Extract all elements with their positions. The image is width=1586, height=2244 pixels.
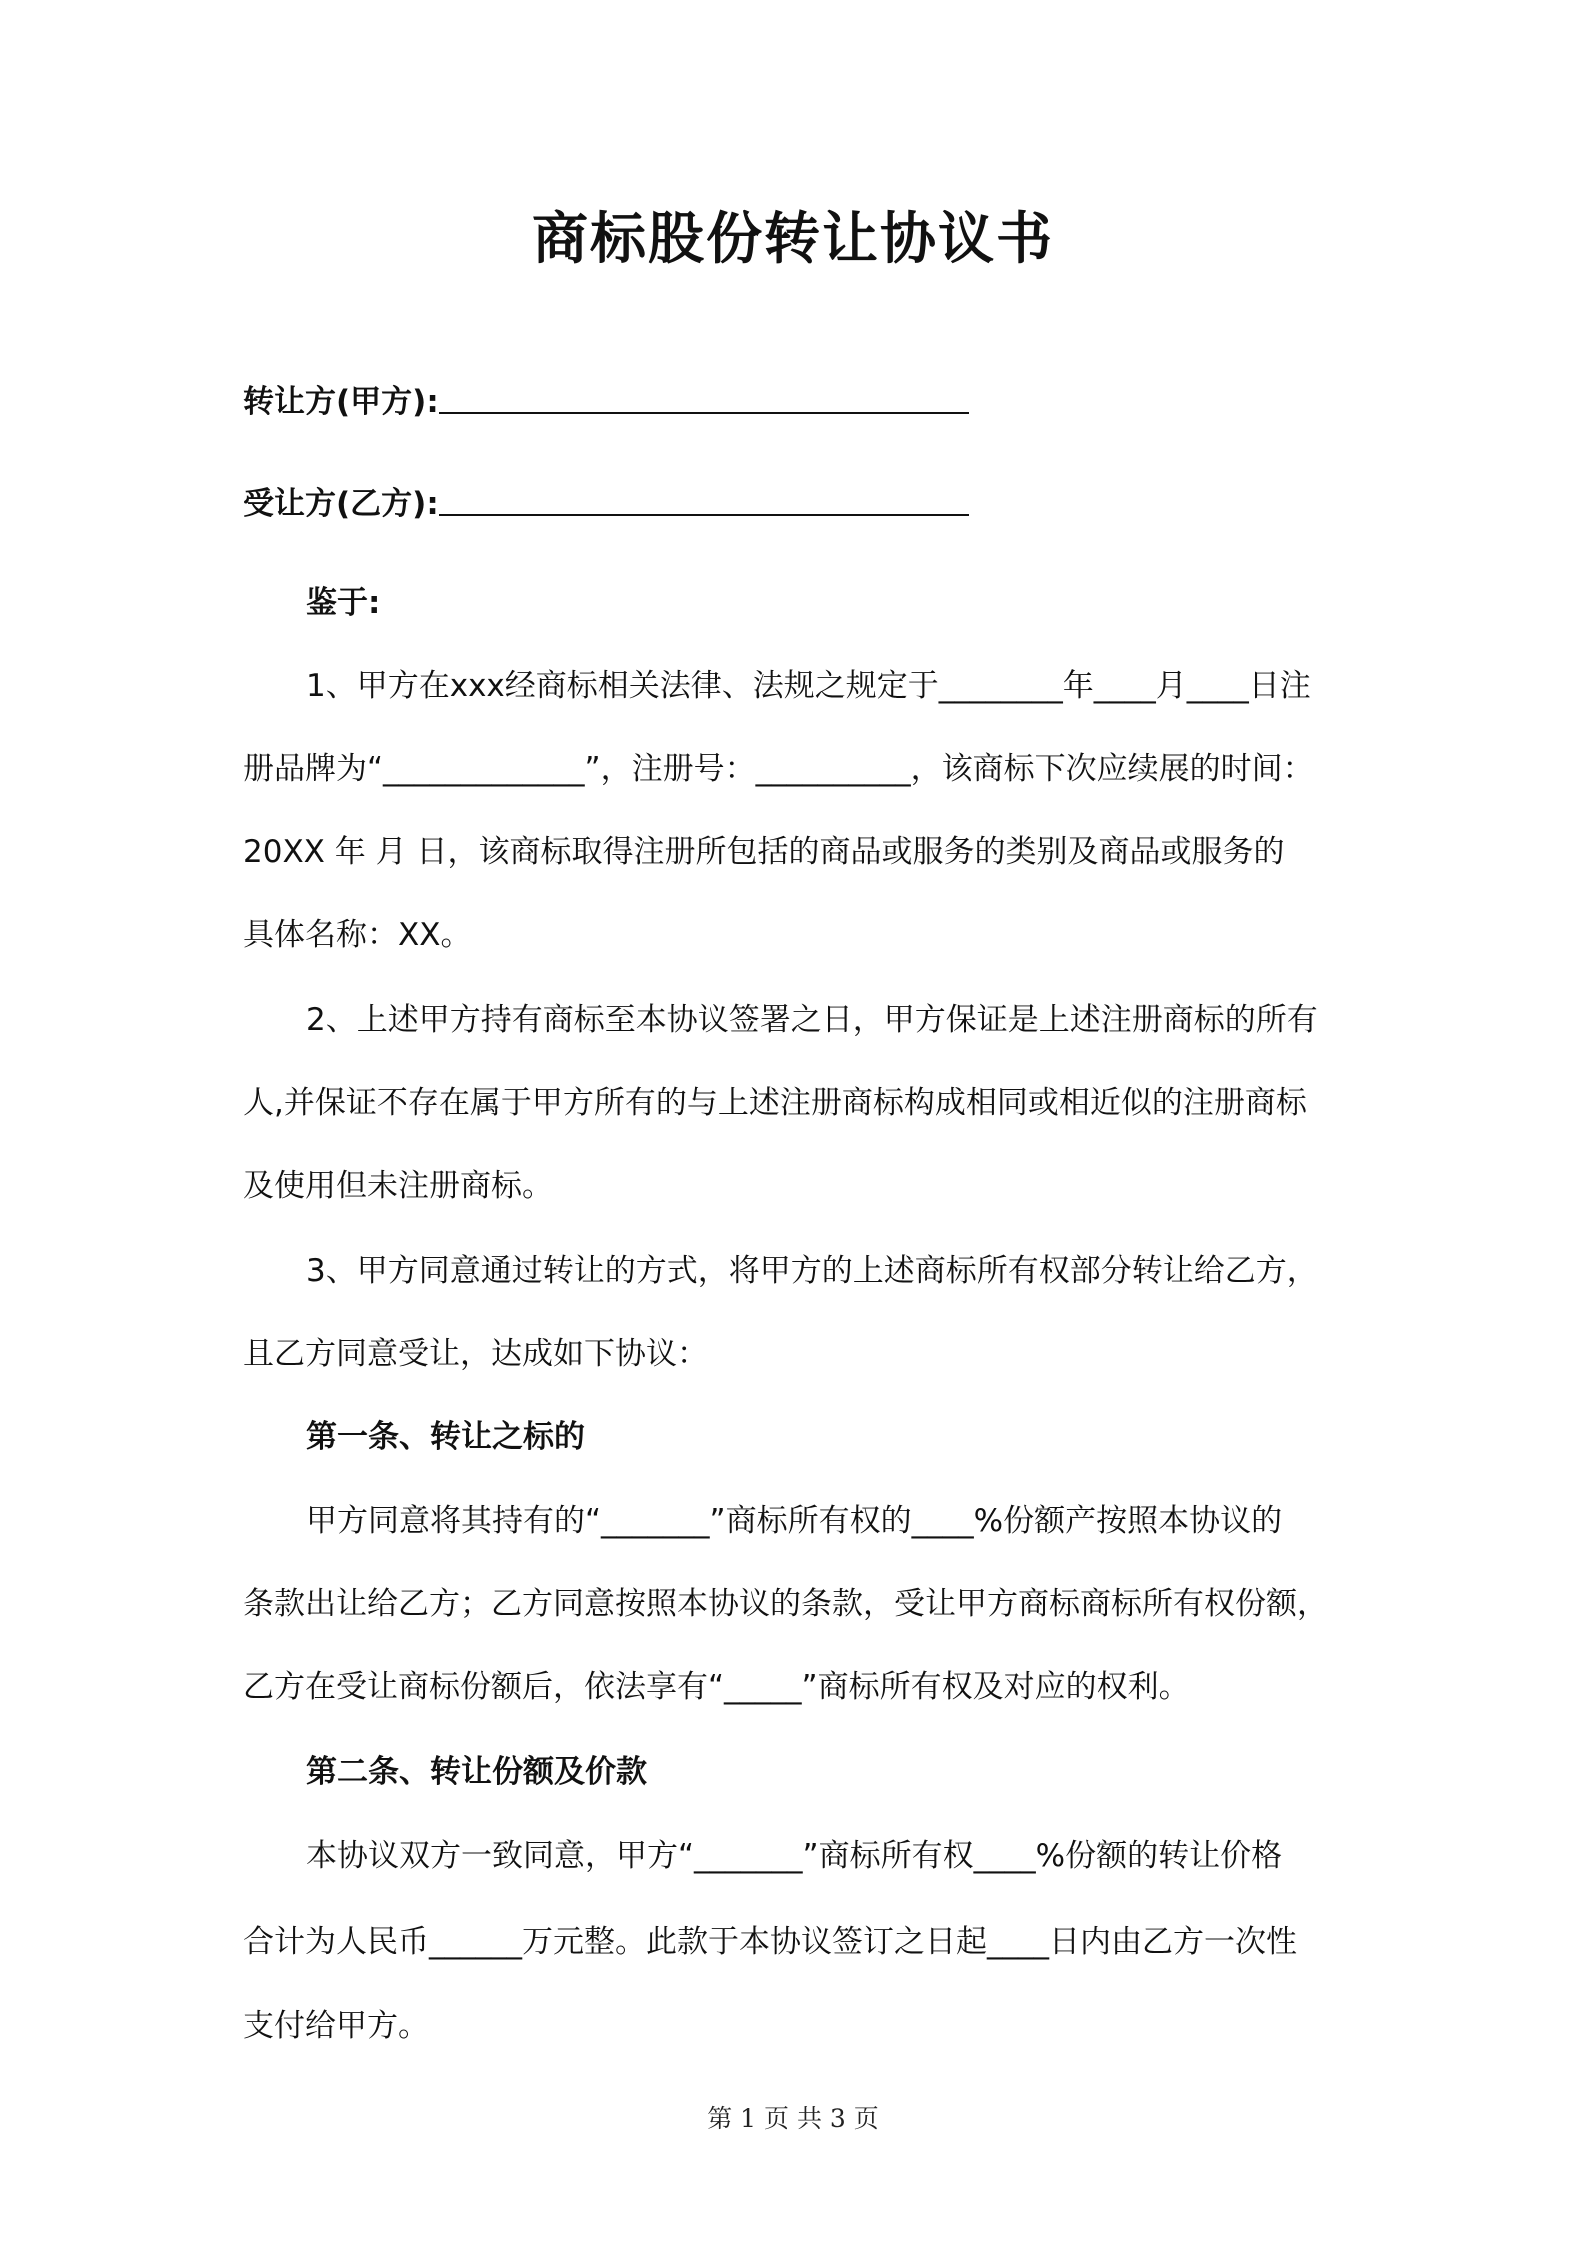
paragraph-line: 条款出让给乙方；乙方同意按照本协议的条款，受让甲方商标商标所有权份额，	[243, 1586, 1328, 1622]
paragraph-line: 本协议双方一致同意，甲方“_______”商标所有权____%份额的转让价格	[306, 1838, 1283, 1874]
paragraph-line: 20XX 年 月 日，该商标取得注册所包括的商品或服务的类别及商品或服务的	[243, 834, 1285, 870]
document-title: 商标股份转让协议书	[532, 207, 1054, 272]
party-b-label: 受让方(乙方):	[243, 486, 439, 522]
paragraph-line: 3、甲方同意通过转让的方式，将甲方的上述商标所有权部分转让给乙方，	[306, 1253, 1318, 1289]
party-a-blank	[439, 382, 969, 414]
page-footer: 第 1 页 共 3 页	[707, 2104, 879, 2133]
paragraph-line: 合计为人民币______万元整。此款于本协议签订之日起____日内由乙方一次性	[243, 1924, 1297, 1960]
party-b-blank	[439, 484, 969, 516]
paragraph-line: 甲方同意将其持有的“_______”商标所有权的____%份额产按照本协议的	[306, 1503, 1283, 1539]
paragraph-line: 册品牌为“_____________”，注册号：__________，该商标下次应续展的时间：	[243, 751, 1314, 787]
section-heading: 第二条、转让份额及价款	[306, 1754, 647, 1790]
paragraph-line: 乙方在受让商标份额后，依法享有“_____”商标所有权及对应的权利。	[243, 1669, 1190, 1705]
section-heading: 第一条、转让之标的	[306, 1419, 585, 1455]
paragraph-line: 具体名称：XX。	[243, 917, 472, 953]
paragraph-line: 及使用但未注册商标。	[243, 1168, 553, 1204]
party-a-field	[243, 382, 969, 422]
party-b-field	[243, 484, 969, 524]
paragraph-line: 2、上述甲方持有商标至本协议签署之日，甲方保证是上述注册商标的所有	[306, 1002, 1318, 1038]
party-a-label: 转让方(甲方):	[243, 384, 439, 420]
paragraph-line: 1、甲方在xxx经商标相关法律、法规之规定于________年____月____日注	[306, 668, 1311, 704]
paragraph-line: 且乙方同意受让，达成如下协议：	[243, 1336, 708, 1372]
paragraph-line: 支付给甲方。	[243, 2008, 429, 2044]
whereas-heading: 鉴于:	[306, 585, 381, 621]
paragraph-line: 人,并保证不存在属于甲方所有的与上述注册商标构成相同或相近似的注册商标	[243, 1085, 1307, 1121]
